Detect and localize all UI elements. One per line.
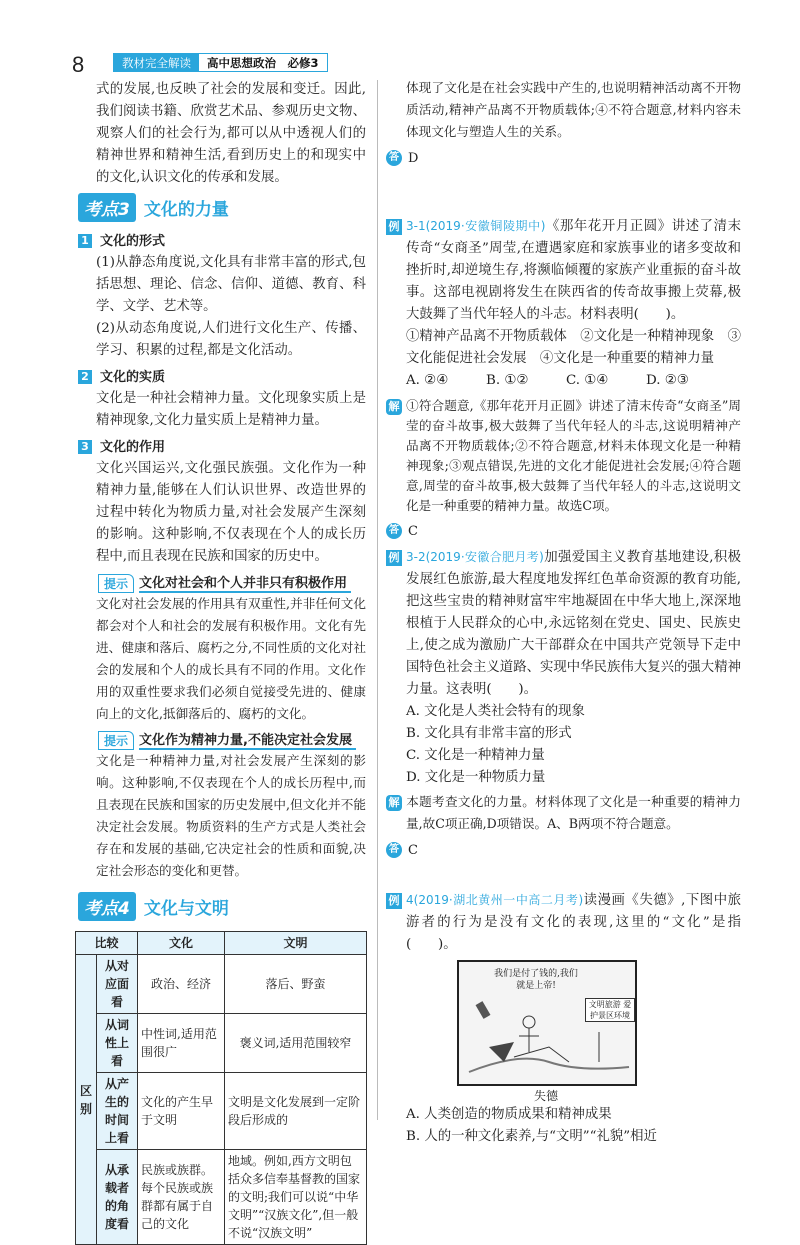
civilization-cell: 地域。例如,西方文明包括众多信奉基督教的国家的文明;我们可以说“中华文明”“汉族文化”,但一般不说“汉族文明” bbox=[225, 1150, 367, 1245]
aspect-cell: 从对应面看 bbox=[97, 955, 138, 1014]
explanation-badge: 解 bbox=[386, 399, 402, 415]
example-badge: 例 bbox=[386, 893, 402, 909]
kp4-title: 文化与文明 bbox=[143, 899, 229, 919]
example-badge: 例 bbox=[386, 219, 402, 235]
culture-cell: 政治、经济 bbox=[138, 955, 225, 1014]
answer-badge: 答 bbox=[386, 842, 402, 858]
previous-explanation: 体现了文化是在社会实践中产生的,也说明精神活动离不开物质活动,精神产品离不开物质载体;④不符合题意,材料内容未体现文化与塑造人生的关系。 bbox=[406, 80, 741, 139]
paragraph: (2)从动态角度说,人们进行文化生产、传播、学习、积累的过程,都是文化活动。 bbox=[96, 321, 366, 358]
aspect-cell: 从产生的时间上看 bbox=[97, 1073, 138, 1150]
table-row bbox=[76, 955, 367, 1014]
paragraph: 文化兴国运兴,文化强民族强。文化作为一种精神力量,能够在人们认识世界、改造世界的过程中转化为物质力量,对社会发展产生深刻的影响。这种影响,不仅表现在个人的成长历程中,而且表现在民族和国家的历史中。 bbox=[96, 461, 366, 564]
header-civilization: 文明 bbox=[225, 932, 367, 955]
option: A. 人类创造的物质成果和精神成果 bbox=[406, 1107, 612, 1122]
option: C. 文化是一种精神力量 bbox=[406, 748, 545, 763]
option: A. ②④ bbox=[406, 373, 449, 388]
table-row bbox=[76, 1014, 367, 1073]
option: D. 文化是一种物质力量 bbox=[406, 770, 546, 785]
left-column bbox=[79, 79, 366, 1245]
cartoon-caption: 失德 bbox=[534, 1089, 559, 1103]
answer-3-1 bbox=[386, 520, 741, 542]
example-badge: 例 bbox=[386, 550, 402, 566]
paragraph: (1)从静态角度说,文化具有非常丰富的形式,包括思想、理论、信念、信仰、道德、教育、科学、文学、艺术等。 bbox=[96, 255, 366, 314]
group-label: 区别 bbox=[76, 955, 97, 1245]
kp4-tag: 考点4 bbox=[78, 892, 136, 921]
tip-title: 文化对社会和个人并非只有积极作用 bbox=[139, 572, 351, 593]
right-column bbox=[386, 77, 741, 1148]
example-source: 3-2(2019·安徽合肥月考) bbox=[406, 550, 544, 564]
option: B. 文化具有非常丰富的形式 bbox=[406, 726, 572, 741]
header-compare: 比较 bbox=[76, 932, 138, 955]
cartoon-sign: 文明旅游 爱护景区环境 bbox=[585, 998, 635, 1022]
table-row bbox=[76, 1150, 367, 1245]
aspect-cell: 从承载者的角度看 bbox=[97, 1150, 138, 1245]
subheading-2 bbox=[78, 366, 366, 388]
culture-cell: 文化的产生早于文明 bbox=[138, 1073, 225, 1150]
tip-2 bbox=[98, 729, 366, 750]
table-row bbox=[76, 1073, 367, 1150]
options-row bbox=[386, 370, 741, 392]
table-header-row bbox=[76, 932, 367, 955]
number-badge: 1 bbox=[78, 234, 92, 248]
civilization-cell: 褒义词,适用范围较窄 bbox=[225, 1014, 367, 1073]
comparison-table bbox=[75, 931, 367, 1245]
subheading-title: 文化的实质 bbox=[100, 370, 166, 385]
example-stem: 读漫画《失德》,下图中旅游者的行为是没有文化的表现,这里的“文化”是指( )。 bbox=[406, 893, 741, 952]
culture-cell: 中性词,适用范围很广 bbox=[138, 1014, 225, 1073]
example-stem: 《那年花开月正圆》讲述了清末传奇“女商圣”周莹,在遭遇家庭和家族事业的诸多变故和挫折时,却逆境生存,将濒临倾覆的家族产业重振的奋斗故事。这部电视剧将发生在陕西省的传奇故事搬上荧幕,极大鼓舞了当代年轻人的斗志。材料表明( )。 bbox=[406, 219, 741, 322]
intro-paragraph: 式的发展,也反映了社会的发展和变迁。因此,我们阅读书籍、欣赏艺术品、参观历史文物、观察人们的社会行为,都可以从中透视人们的精神世界和精神生活,看到历史上的和现实中的文化,认识文化的传承和发展。 bbox=[96, 82, 366, 185]
options-list bbox=[386, 1104, 741, 1148]
option: A. 文化是人类社会特有的现象 bbox=[406, 704, 585, 719]
answer-3-2 bbox=[386, 839, 741, 861]
answer-badge: 答 bbox=[386, 150, 402, 166]
subheading-title: 文化的形式 bbox=[100, 234, 166, 249]
example-3-1 bbox=[386, 215, 741, 326]
tip-paragraph: 文化对社会发展的作用具有双重性,并非任何文化都会对个人和社会的发展有积极作用。文化有先进、健康和落后、腐朽之分,不同性质的文化对社会的发展和个人的成长具有不同的作用。文化作用的双重性要求我们必须自觉接受先进的、健康向上的文化,抵御落后的、腐朽的文化。 bbox=[96, 596, 366, 721]
column-divider bbox=[377, 80, 378, 1120]
number-badge: 3 bbox=[78, 440, 92, 454]
answer-value: D bbox=[408, 151, 419, 166]
subheading-1 bbox=[78, 230, 366, 252]
tip-tag: 提示 bbox=[98, 574, 134, 593]
subheading-3 bbox=[78, 436, 366, 458]
cartoon-image bbox=[457, 960, 637, 1086]
answer-value: C bbox=[408, 524, 418, 539]
explanation-badge: 解 bbox=[386, 795, 402, 811]
kp3-title: 文化的力量 bbox=[143, 200, 229, 220]
section-banner-kp4 bbox=[78, 892, 366, 921]
subject-title: 高中思想政治 必修3 bbox=[207, 56, 319, 70]
answer-d bbox=[386, 147, 741, 169]
series-title: 教材完全解读 bbox=[114, 54, 199, 71]
paragraph: 文化是一种社会精神力量。文化现象实质上是精神现象,文化力量实质上是精神力量。 bbox=[96, 391, 366, 428]
kp3-tag: 考点3 bbox=[78, 193, 136, 222]
section-banner-kp3 bbox=[78, 193, 366, 222]
example-4 bbox=[386, 889, 741, 956]
civilization-cell: 落后、野蛮 bbox=[225, 955, 367, 1014]
option: C. ①④ bbox=[566, 373, 609, 388]
example-source: 4(2019·湖北黄州一中高二月考) bbox=[406, 893, 584, 907]
explanation-3-2 bbox=[386, 791, 741, 835]
running-header bbox=[113, 53, 328, 72]
example-stem: 加强爱国主义教育基地建设,积极发展红色旅游,最大程度地发挥红色革命资源的教育功能,把这些宝贵的精神财富牢牢地凝固在中华大地上,深深地根植于人民群众的心中,永远铭刻在党史、国史、民族史上,使之成为激励广大干部群众在中国共产党领导下走中国特色社会主义道路、实现中华民族伟大复兴的强大精神力量。这表明( )。 bbox=[406, 550, 741, 697]
tip-tag: 提示 bbox=[98, 731, 134, 750]
civilization-cell: 文明是文化发展到一定阶段后形成的 bbox=[225, 1073, 367, 1150]
explanation-text: ①符合题意,《那年花开月正圆》讲述了清末传奇“女商圣”周莹的奋斗故事,极大鼓舞了当代年轻人的斗志,这说明精神产品离不开物质载体;②不符合题意,材料未体现文化是一种精神现象;③观点错误,先进的文化才能促进社会发展;④符合题意,周莹的奋斗故事,极大鼓舞了当代年轻人的斗志,这说明文化是一种重要的精神力量。故选C项。 bbox=[406, 398, 741, 513]
example-items: ①精神产品离不开物质载体 ②文化是一种精神现象 ③文化能促进社会发展 ④文化是一种重要的精神力量 bbox=[406, 329, 741, 366]
answer-value: C bbox=[408, 843, 418, 858]
option: D. ②③ bbox=[646, 373, 689, 388]
answer-badge: 答 bbox=[386, 523, 402, 539]
subheading-title: 文化的作用 bbox=[100, 440, 166, 455]
tip-paragraph: 文化是一种精神力量,对社会发展产生深刻的影响。这种影响,不仅表现在个人的成长历程中,而且表现在民族和国家的历史发展中,但文化并不能决定社会发展。物质资料的生产方式是人类社会存在和发展的基础,它决定社会的性质和面貌,决定社会形态的变化和更替。 bbox=[96, 753, 366, 878]
header-culture: 文化 bbox=[138, 932, 225, 955]
number-badge: 2 bbox=[78, 370, 92, 384]
explanation-text: 本题考查文化的力量。材料体现了文化是一种重要的精神力量,故C项正确,D项错误。A、B两项不符合题意。 bbox=[406, 794, 741, 831]
page-number: 8 bbox=[72, 52, 85, 77]
speech-bubble: 我们是付了钱的,我们就是上帝! bbox=[494, 969, 578, 991]
explanation-3-1 bbox=[386, 396, 741, 516]
options-list bbox=[386, 701, 741, 789]
example-source: 3-1(2019·安徽铜陵期中) bbox=[406, 219, 546, 233]
example-3-2 bbox=[386, 546, 741, 701]
aspect-cell: 从词性上看 bbox=[97, 1014, 138, 1073]
tip-1 bbox=[98, 572, 366, 593]
option: B. 人的一种文化素养,与“文明”“礼貌”相近 bbox=[406, 1129, 657, 1144]
culture-cell: 民族或族群。每个民族或族群都有属于自己的文化 bbox=[138, 1150, 225, 1245]
option: B. ①② bbox=[486, 373, 529, 388]
tip-title: 文化作为精神力量,不能决定社会发展 bbox=[139, 729, 356, 750]
